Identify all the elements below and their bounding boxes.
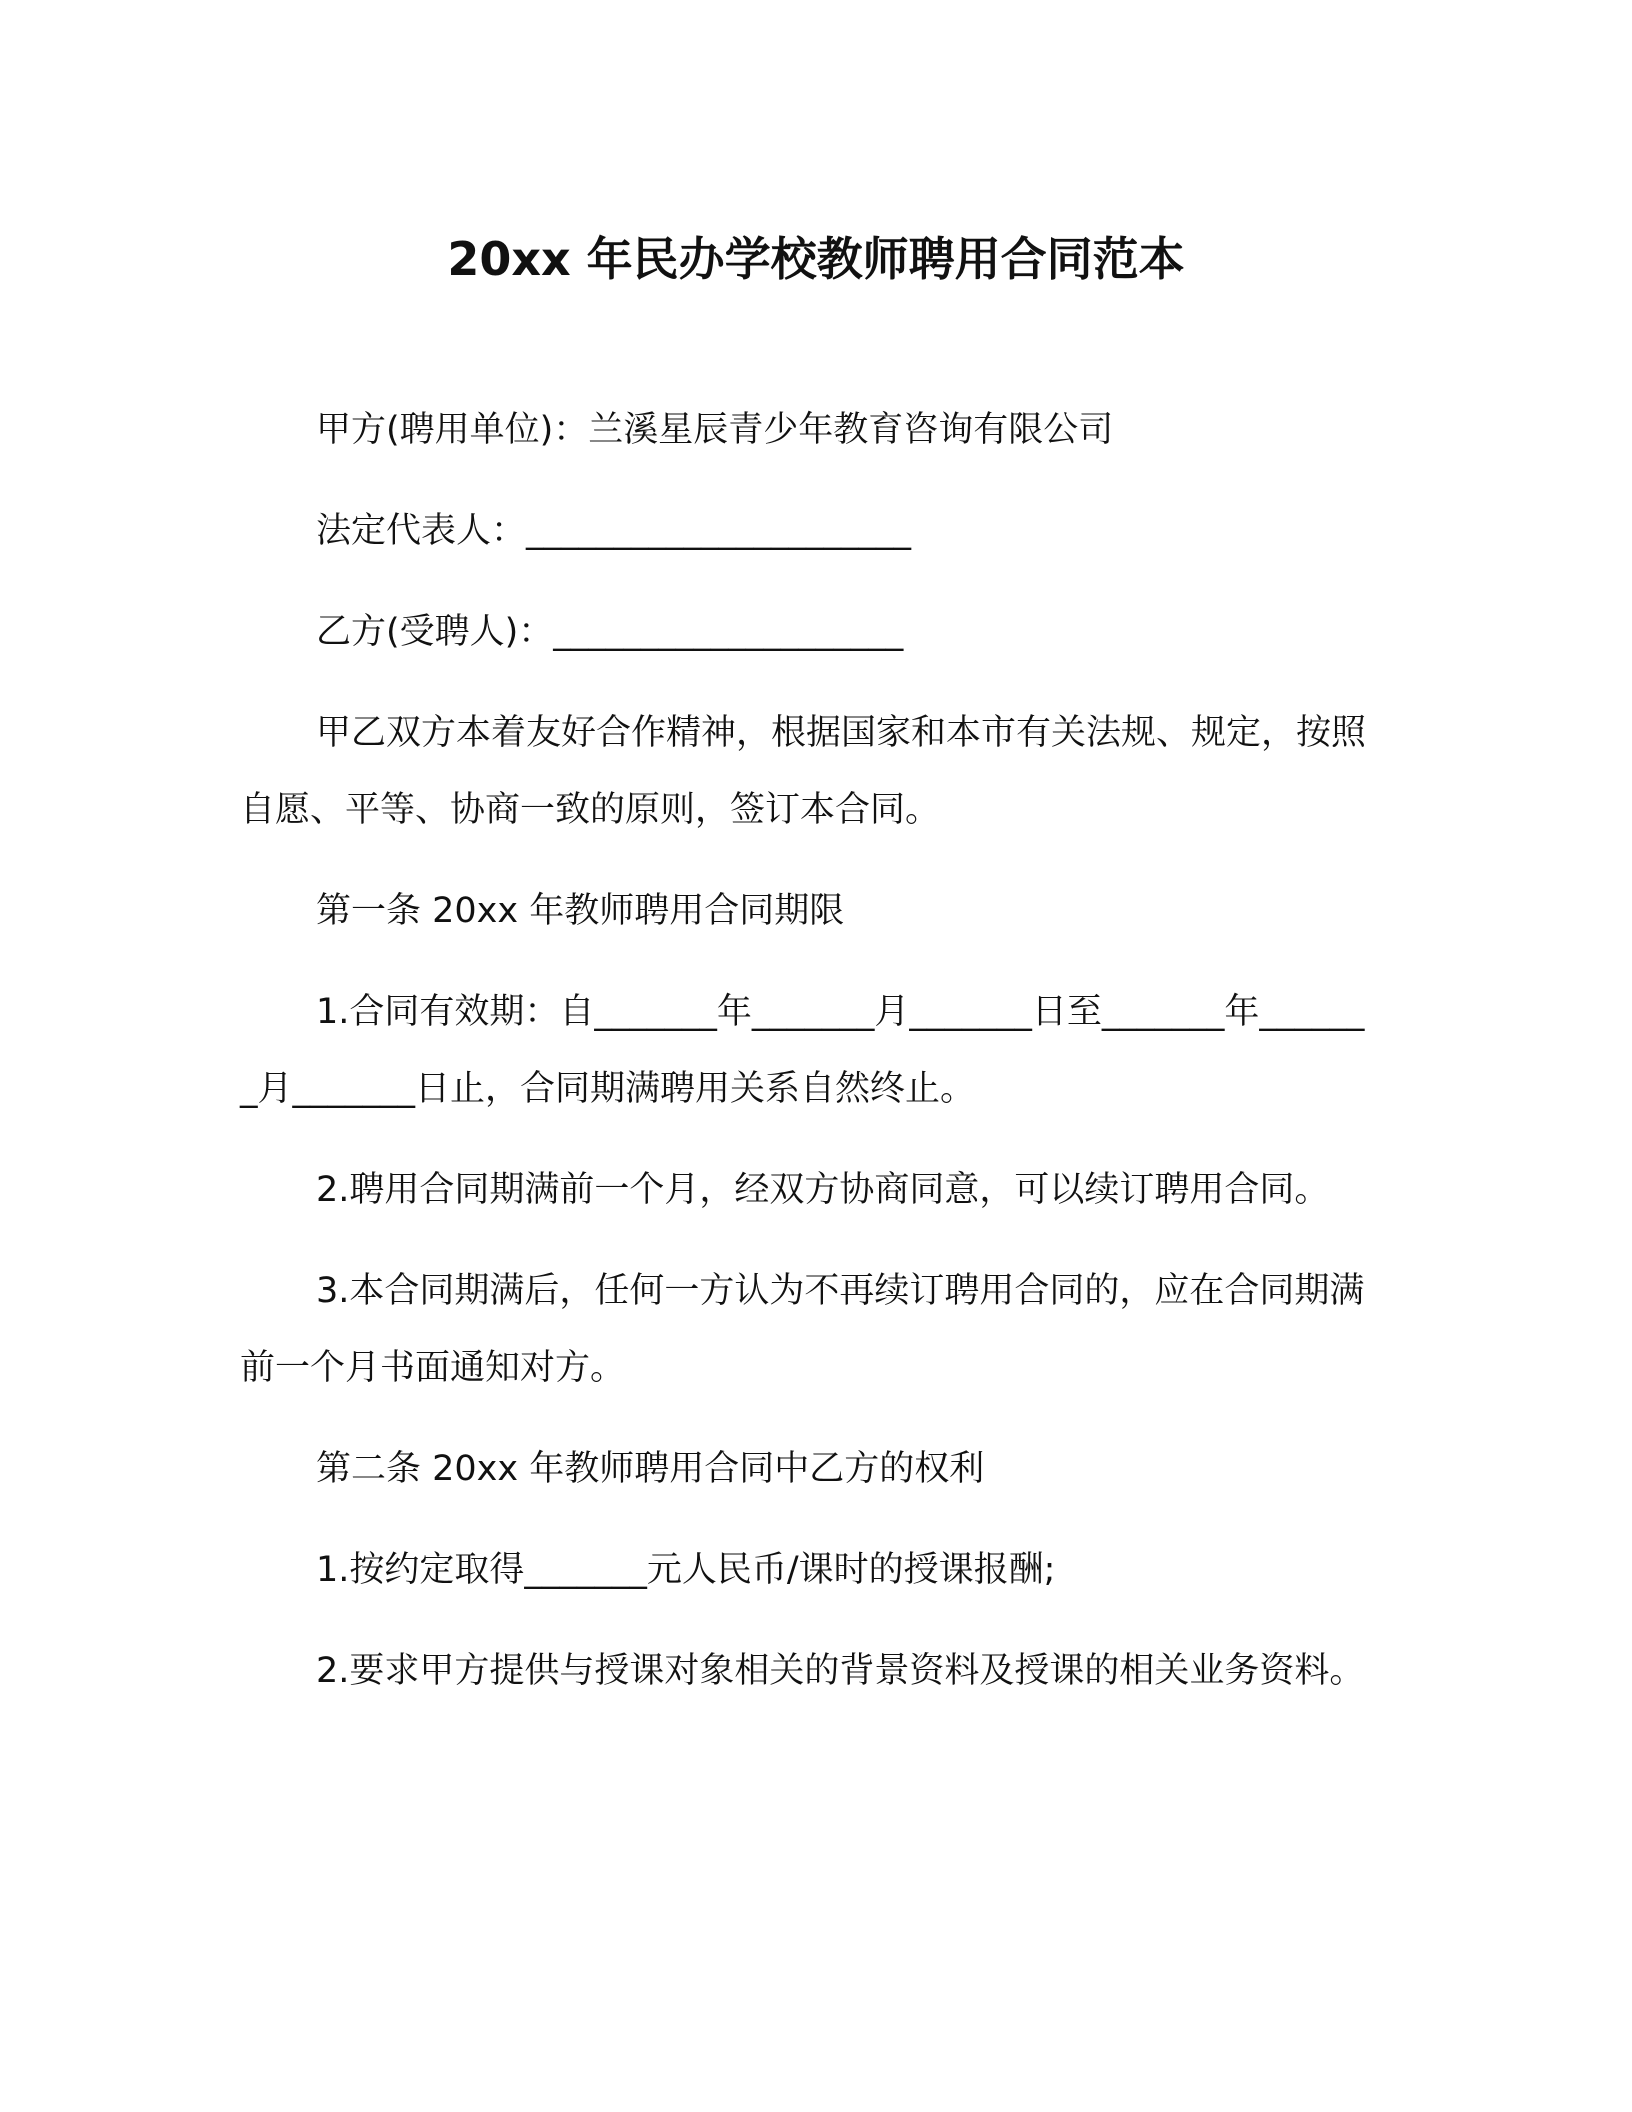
article-1-heading: 第一条 20xx 年教师聘用合同期限 bbox=[316, 891, 845, 931]
article-2-clause-1: 1.按约定取得_______元人民币/课时的授课报酬; bbox=[316, 1550, 1056, 1590]
article-2-heading: 第二条 20xx 年教师聘用合同中乙方的权利 bbox=[316, 1449, 985, 1489]
legal-representative-line: 法定代表人：______________________ bbox=[316, 511, 912, 551]
party-a-line: 甲方(聘用单位)：兰溪星辰青少年教育咨询有限公司 bbox=[316, 410, 1114, 450]
party-b-line: 乙方(受聘人)：____________________ bbox=[316, 612, 904, 652]
article-1-clause-3: 3.本合同期满后，任何一方认为不再续订聘用合同的，应在合同期满前一个月书面通知对方。 bbox=[240, 1271, 1365, 1388]
preamble-paragraph: 甲乙双方本着友好合作精神，根据国家和本市有关法规、规定，按照自愿、平等、协商一致的原则，签订本合同。 bbox=[240, 713, 1367, 830]
document-body bbox=[240, 392, 1380, 1734]
article-2-clause-2: 2.要求甲方提供与授课对象相关的背景资料及授课的相关业务资料。 bbox=[316, 1651, 1365, 1691]
article-1-clause-1: 1.合同有效期：自_______年_______月_______日至_______年_______月_______日止，合同期满聘用关系自然终止。 bbox=[240, 992, 1365, 1109]
article-1-clause-2: 2.聘用合同期满前一个月，经双方协商同意，可以续订聘用合同。 bbox=[316, 1170, 1330, 1210]
document-title: 20xx 年民办学校教师聘用合同范本 bbox=[447, 232, 1185, 286]
